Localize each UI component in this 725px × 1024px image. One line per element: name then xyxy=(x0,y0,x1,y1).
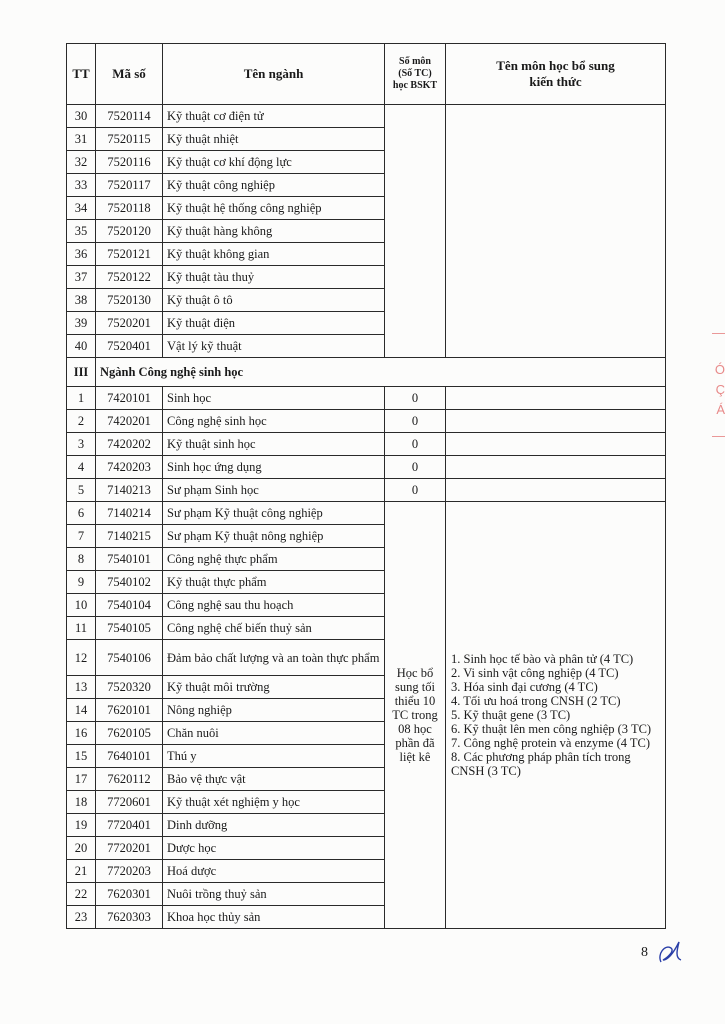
major-code: 7520122 xyxy=(96,266,163,289)
major-name: Nuôi trồng thuỷ sản xyxy=(163,883,385,906)
header-subjects: Tên môn học bổ sung kiến thức xyxy=(446,44,666,105)
row-number: 7 xyxy=(67,525,96,548)
row-number: 12 xyxy=(67,640,96,676)
row-number: 40 xyxy=(67,335,96,358)
subjects-cell-empty xyxy=(446,387,666,410)
course-count: 0 xyxy=(385,479,446,502)
major-name: Dinh dưỡng xyxy=(163,814,385,837)
row-number: 19 xyxy=(67,814,96,837)
major-name: Kỹ thuật xét nghiệm y học xyxy=(163,791,385,814)
page-number: 8 xyxy=(641,945,648,960)
major-name: Công nghệ sinh học xyxy=(163,410,385,433)
row-number: 38 xyxy=(67,289,96,312)
major-code: 7520120 xyxy=(96,220,163,243)
table-row xyxy=(67,410,666,433)
major-name: Hoá dược xyxy=(163,860,385,883)
margin-mark: — xyxy=(712,428,725,443)
major-name: Sư phạm Kỹ thuật nông nghiệp xyxy=(163,525,385,548)
row-number: 20 xyxy=(67,837,96,860)
header-tt: TT xyxy=(67,44,96,105)
header-count: Số môn (Số TC) học BSKT xyxy=(385,44,446,105)
major-code: 7640101 xyxy=(96,745,163,768)
major-code: 7620301 xyxy=(96,883,163,906)
major-code: 7420202 xyxy=(96,433,163,456)
major-name: Công nghệ thực phẩm xyxy=(163,548,385,571)
row-number: 21 xyxy=(67,860,96,883)
subject-item: 4. Tối ưu hoá trong CNSH (2 TC) xyxy=(451,694,621,708)
subject-item: 6. Kỹ thuật lên men công nghiệp (3 TC) xyxy=(451,722,652,736)
subject-item: 2. Vi sinh vật công nghiệp (4 TC) xyxy=(451,666,619,680)
row-number: 37 xyxy=(67,266,96,289)
course-count: 0 xyxy=(385,410,446,433)
major-code: 7620105 xyxy=(96,722,163,745)
major-code: 7520118 xyxy=(96,197,163,220)
major-code: 7540102 xyxy=(96,571,163,594)
row-number: 15 xyxy=(67,745,96,768)
section-title: Ngành Công nghệ sinh học xyxy=(96,358,666,387)
initial-signature xyxy=(655,938,687,968)
major-name: Khoa học thủy sản xyxy=(163,906,385,929)
subject-item: 5. Kỹ thuật gene (3 TC) xyxy=(451,708,571,722)
row-number: 3 xyxy=(67,433,96,456)
row-number: 14 xyxy=(67,699,96,722)
course-count: 0 xyxy=(385,433,446,456)
major-code: 7520114 xyxy=(96,105,163,128)
row-number: 31 xyxy=(67,128,96,151)
major-code: 7420101 xyxy=(96,387,163,410)
supplement-requirement: Học bổ sung tối thiểu 10 TC trong 08 học phần đã liệt kê xyxy=(385,502,446,929)
major-name: Thú y xyxy=(163,745,385,768)
major-name: Kỹ thuật tàu thuỷ xyxy=(163,266,385,289)
header-code: Mã số xyxy=(96,44,163,105)
major-code: 7620112 xyxy=(96,768,163,791)
row-number: 10 xyxy=(67,594,96,617)
major-name: Vật lý kỹ thuật xyxy=(163,335,385,358)
major-code: 7720401 xyxy=(96,814,163,837)
major-code: 7520116 xyxy=(96,151,163,174)
supplementary-subjects-list xyxy=(446,502,666,929)
subjects-cell-empty xyxy=(446,479,666,502)
table-row xyxy=(67,105,666,128)
major-code: 7540101 xyxy=(96,548,163,571)
major-name: Kỹ thuật không gian xyxy=(163,243,385,266)
row-number: 6 xyxy=(67,502,96,525)
table-row xyxy=(67,502,666,525)
margin-mark: Ç xyxy=(715,382,725,397)
row-number: 16 xyxy=(67,722,96,745)
row-number: 39 xyxy=(67,312,96,335)
row-number: 17 xyxy=(67,768,96,791)
major-name: Dược học xyxy=(163,837,385,860)
section-number: III xyxy=(67,358,96,387)
row-number: 11 xyxy=(67,617,96,640)
major-name: Kỹ thuật nhiệt xyxy=(163,128,385,151)
major-name: Kỹ thuật sinh học xyxy=(163,433,385,456)
row-number: 32 xyxy=(67,151,96,174)
course-count: 0 xyxy=(385,456,446,479)
subjects-cell-empty xyxy=(446,433,666,456)
major-code: 7720601 xyxy=(96,791,163,814)
major-name: Sư phạm Sinh học xyxy=(163,479,385,502)
row-number: 35 xyxy=(67,220,96,243)
major-code: 7520401 xyxy=(96,335,163,358)
row-number: 4 xyxy=(67,456,96,479)
row-number: 33 xyxy=(67,174,96,197)
major-name: Kỹ thuật hàng không xyxy=(163,220,385,243)
major-name: Kỹ thuật hệ thống công nghiệp xyxy=(163,197,385,220)
margin-mark: — xyxy=(712,325,725,340)
major-name: Công nghệ sau thu hoạch xyxy=(163,594,385,617)
curriculum-table xyxy=(66,43,666,929)
table-row xyxy=(67,479,666,502)
major-code: 7520115 xyxy=(96,128,163,151)
subjects-cell-empty xyxy=(446,410,666,433)
row-number: 23 xyxy=(67,906,96,929)
course-count: 0 xyxy=(385,387,446,410)
major-code: 7540106 xyxy=(96,640,163,676)
header-name: Tên ngành xyxy=(163,44,385,105)
major-code: 7620303 xyxy=(96,906,163,929)
subjects-cell-empty xyxy=(446,105,666,358)
row-number: 34 xyxy=(67,197,96,220)
subject-item: 7. Công nghệ protein và enzyme (4 TC) xyxy=(451,736,651,750)
row-number: 2 xyxy=(67,410,96,433)
major-name: Kỹ thuật cơ khí động lực xyxy=(163,151,385,174)
row-number: 9 xyxy=(67,571,96,594)
subjects-cell-empty xyxy=(446,456,666,479)
major-code: 7420203 xyxy=(96,456,163,479)
row-number: 13 xyxy=(67,676,96,699)
major-name: Kỹ thuật cơ điện tử xyxy=(163,105,385,128)
major-code: 7540104 xyxy=(96,594,163,617)
row-number: 30 xyxy=(67,105,96,128)
subject-item: 1. Sinh học tế bào và phân tử (4 TC) xyxy=(451,652,634,666)
major-name: Sinh học ứng dụng xyxy=(163,456,385,479)
major-code: 7140213 xyxy=(96,479,163,502)
row-number: 5 xyxy=(67,479,96,502)
table-row xyxy=(67,433,666,456)
count-cell-empty xyxy=(385,105,446,358)
row-number: 22 xyxy=(67,883,96,906)
row-number: 8 xyxy=(67,548,96,571)
major-name: Nông nghiệp xyxy=(163,699,385,722)
major-code: 7540105 xyxy=(96,617,163,640)
major-name: Kỹ thuật môi trường xyxy=(163,676,385,699)
major-name: Kỹ thuật điện xyxy=(163,312,385,335)
major-name: Sinh học xyxy=(163,387,385,410)
table-header-row xyxy=(67,44,666,105)
major-code: 7620101 xyxy=(96,699,163,722)
major-code: 7420201 xyxy=(96,410,163,433)
major-name: Công nghệ chế biến thuỷ sản xyxy=(163,617,385,640)
margin-mark: Á xyxy=(716,402,725,417)
row-number: 36 xyxy=(67,243,96,266)
major-name: Đảm bảo chất lượng và an toàn thực phẩm xyxy=(163,640,385,676)
table-row xyxy=(67,387,666,410)
major-name: Kỹ thuật công nghiệp xyxy=(163,174,385,197)
major-code: 7520130 xyxy=(96,289,163,312)
major-code: 7140215 xyxy=(96,525,163,548)
subject-item: 8. Các phương pháp phân tích trong CNSH (3 TC) xyxy=(451,750,631,778)
major-code: 7140214 xyxy=(96,502,163,525)
major-code: 7520117 xyxy=(96,174,163,197)
major-name: Sư phạm Kỹ thuật công nghiệp xyxy=(163,502,385,525)
table-row xyxy=(67,456,666,479)
major-name: Kỹ thuật ô tô xyxy=(163,289,385,312)
margin-mark: Ó xyxy=(714,362,725,377)
major-name: Bảo vệ thực vật xyxy=(163,768,385,791)
row-number: 18 xyxy=(67,791,96,814)
major-code: 7720203 xyxy=(96,860,163,883)
major-code: 7520201 xyxy=(96,312,163,335)
major-name: Kỹ thuật thực phẩm xyxy=(163,571,385,594)
section-row xyxy=(67,358,666,387)
major-name: Chăn nuôi xyxy=(163,722,385,745)
subject-item: 3. Hóa sinh đại cương (4 TC) xyxy=(451,680,598,694)
row-number: 1 xyxy=(67,387,96,410)
major-code: 7520320 xyxy=(96,676,163,699)
major-code: 7520121 xyxy=(96,243,163,266)
major-code: 7720201 xyxy=(96,837,163,860)
